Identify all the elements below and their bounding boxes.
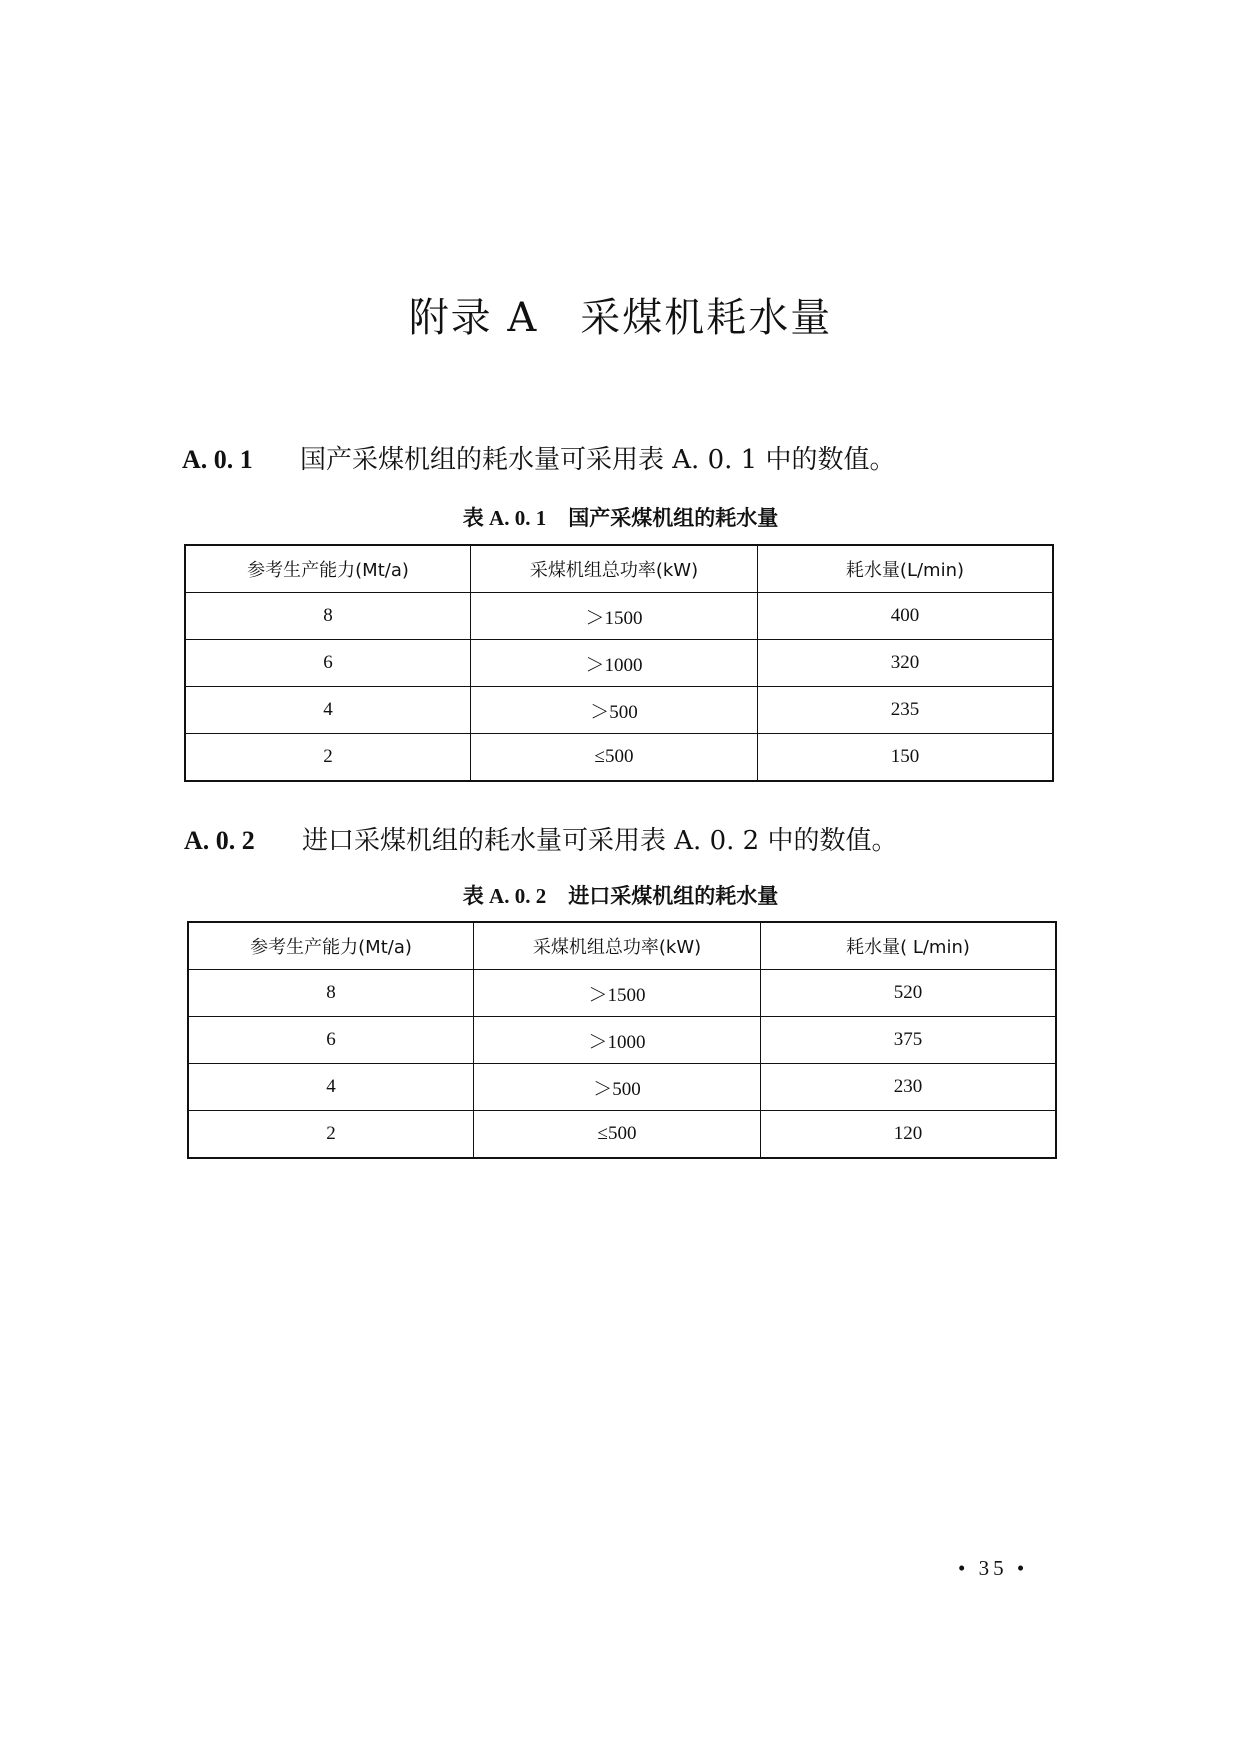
header-capacity: 参考生产能力(Mt/a) <box>188 922 474 970</box>
table-caption-title: 进口采煤机组的耗水量 <box>568 884 779 908</box>
cell-power: ＞1000 <box>471 640 758 687</box>
table-caption <box>0 504 1241 532</box>
table-row <box>188 1064 1056 1111</box>
table-domestic-water-consumption <box>184 544 1054 782</box>
header-power: 采煤机组总功率(kW) <box>474 922 761 970</box>
table-row <box>188 1111 1056 1159</box>
cell-capacity: 6 <box>185 640 471 687</box>
page-number: • 35 • <box>958 1556 1029 1580</box>
clause-a01 <box>182 443 895 477</box>
table-imported-water-consumption <box>187 921 1057 1159</box>
cell-water: 520 <box>760 970 1056 1017</box>
clause-number: A. 0. 1 <box>182 445 253 474</box>
table-row <box>185 687 1053 734</box>
header-water: 耗水量( L/min) <box>760 922 1056 970</box>
cell-water: 120 <box>760 1111 1056 1159</box>
table-row <box>185 734 1053 782</box>
page-title: 附录 A 采煤机耗水量 <box>408 295 833 341</box>
table-row <box>188 1017 1056 1064</box>
cell-power: ≤500 <box>471 734 758 782</box>
table-row <box>188 970 1056 1017</box>
table-header-row <box>185 545 1053 593</box>
cell-power: ＞1000 <box>474 1017 761 1064</box>
cell-capacity: 2 <box>188 1111 474 1159</box>
cell-capacity: 2 <box>185 734 471 782</box>
cell-power: ＞1500 <box>471 593 758 640</box>
clause-text: 进口采煤机组的耗水量可采用表 A. 0. 2 中的数值。 <box>302 826 898 856</box>
cell-water: 320 <box>757 640 1053 687</box>
cell-power: ＞1500 <box>474 970 761 1017</box>
table-caption-number: 表 A. 0. 1 <box>462 506 547 530</box>
table-row <box>185 640 1053 687</box>
cell-water: 235 <box>757 687 1053 734</box>
cell-power: ≤500 <box>474 1111 761 1159</box>
cell-water: 150 <box>757 734 1053 782</box>
table-caption <box>0 882 1241 910</box>
header-power: 采煤机组总功率(kW) <box>471 545 758 593</box>
cell-capacity: 8 <box>185 593 471 640</box>
table-row <box>185 593 1053 640</box>
table-caption-number: 表 A. 0. 2 <box>462 884 547 908</box>
clause-text: 国产采煤机组的耗水量可采用表 A. 0. 1 中的数值。 <box>300 445 896 475</box>
clause-number: A. 0. 2 <box>184 826 255 855</box>
cell-water: 400 <box>757 593 1053 640</box>
table-caption-title: 国产采煤机组的耗水量 <box>568 506 779 530</box>
header-capacity: 参考生产能力(Mt/a) <box>185 545 471 593</box>
cell-capacity: 4 <box>185 687 471 734</box>
cell-water: 230 <box>760 1064 1056 1111</box>
cell-capacity: 8 <box>188 970 474 1017</box>
cell-capacity: 6 <box>188 1017 474 1064</box>
header-water: 耗水量(L/min) <box>757 545 1053 593</box>
cell-power: ＞500 <box>471 687 758 734</box>
cell-power: ＞500 <box>474 1064 761 1111</box>
cell-capacity: 4 <box>188 1064 474 1111</box>
clause-a02 <box>184 824 897 858</box>
cell-water: 375 <box>760 1017 1056 1064</box>
table-header-row <box>188 922 1056 970</box>
